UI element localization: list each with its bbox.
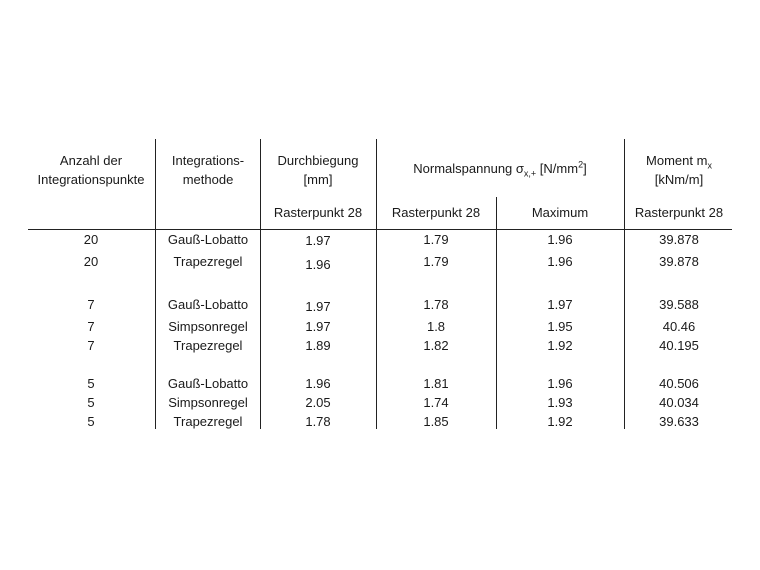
cell-maximum: 1.96 xyxy=(547,376,573,391)
cell-moment: 39.588 xyxy=(659,297,699,312)
cell-methode: Trapezregel xyxy=(173,338,243,353)
cell-n: 7 xyxy=(87,338,95,353)
col-divider xyxy=(155,139,156,231)
cell-moment: 40.195 xyxy=(659,338,699,353)
header-normalspannung: Normalspannung $\sigma_{x,+}$ $[N/mm^2]$ xyxy=(413,159,587,179)
cell-durchbiegung: 1.96 xyxy=(305,257,331,272)
cell-n: 7 xyxy=(87,319,95,334)
cell-n: 20 xyxy=(83,232,99,247)
cell-n: 5 xyxy=(87,395,95,410)
header-moment: Moment $m_x$ xyxy=(646,153,712,171)
cell-moment: 40.034 xyxy=(659,395,699,410)
cell-spannung: 1.78 xyxy=(423,297,449,312)
cell-methode: Simpsonregel xyxy=(168,395,248,410)
cell-methode: Gauß-Lobatto xyxy=(167,232,249,247)
cell-methode: Gauß-Lobatto xyxy=(167,297,249,312)
header-anzahl-line1: Anzahl der xyxy=(59,153,123,168)
cell-methode: Gauß-Lobatto xyxy=(167,376,249,391)
col-divider xyxy=(260,231,261,429)
cell-maximum: 1.92 xyxy=(547,338,573,353)
header-rule xyxy=(28,229,732,230)
cell-spannung: 1.82 xyxy=(423,338,449,353)
cell-durchbiegung: 1.97 xyxy=(305,319,331,334)
cell-methode: Trapezregel xyxy=(173,254,243,269)
col-divider xyxy=(155,231,156,429)
subheader-moment: Rasterpunkt 28 xyxy=(634,205,724,220)
cell-maximum: 1.93 xyxy=(547,395,573,410)
cell-durchbiegung: 1.97 xyxy=(305,299,331,314)
cell-moment: 39.878 xyxy=(659,254,699,269)
col-divider xyxy=(624,139,625,231)
cell-durchbiegung: 1.96 xyxy=(305,376,331,391)
col-divider xyxy=(496,231,497,429)
cell-maximum: 1.96 xyxy=(547,254,573,269)
subheader-spannung-raster: Rasterpunkt 28 xyxy=(391,205,481,220)
cell-maximum: 1.95 xyxy=(547,319,573,334)
cell-moment: 39.878 xyxy=(659,232,699,247)
cell-spannung: 1.79 xyxy=(423,254,449,269)
cell-n: 5 xyxy=(87,414,95,429)
col-divider xyxy=(376,231,377,429)
cell-maximum: 1.97 xyxy=(547,297,573,312)
subheader-spannung-max: Maximum xyxy=(531,205,589,220)
col-divider xyxy=(260,139,261,231)
col-divider xyxy=(496,197,497,231)
cell-methode: Simpsonregel xyxy=(168,319,248,334)
cell-methode: Trapezregel xyxy=(173,414,243,429)
cell-spannung: 1.81 xyxy=(423,376,449,391)
cell-moment: 40.506 xyxy=(659,376,699,391)
cell-n: 20 xyxy=(83,254,99,269)
cell-spannung: 1.79 xyxy=(423,232,449,247)
cell-durchbiegung: 1.97 xyxy=(305,233,331,248)
col-divider xyxy=(376,139,377,231)
header-moment-unit: [kNm/m] xyxy=(654,172,704,187)
cell-maximum: 1.96 xyxy=(547,232,573,247)
header-durchbiegung-line2: [mm] xyxy=(303,172,333,187)
header-methode-line1: Integrations- xyxy=(171,153,245,168)
cell-moment: 40.46 xyxy=(662,319,696,334)
header-anzahl-line2: Integrationspunkte xyxy=(37,172,145,187)
cell-spannung: 1.8 xyxy=(426,319,446,334)
header-durchbiegung-line1: Durchbiegung xyxy=(277,153,359,168)
subheader-durchbiegung: Rasterpunkt 28 xyxy=(273,205,363,220)
cell-durchbiegung: 2.05 xyxy=(305,395,331,410)
cell-durchbiegung: 1.78 xyxy=(305,414,331,429)
cell-n: 5 xyxy=(87,376,95,391)
cell-moment: 39.633 xyxy=(659,414,699,429)
cell-n: 7 xyxy=(87,297,95,312)
cell-spannung: 1.74 xyxy=(423,395,449,410)
cell-durchbiegung: 1.89 xyxy=(305,338,331,353)
cell-maximum: 1.92 xyxy=(547,414,573,429)
cell-spannung: 1.85 xyxy=(423,414,449,429)
header-methode-line2: methode xyxy=(182,172,234,187)
col-divider xyxy=(624,231,625,429)
